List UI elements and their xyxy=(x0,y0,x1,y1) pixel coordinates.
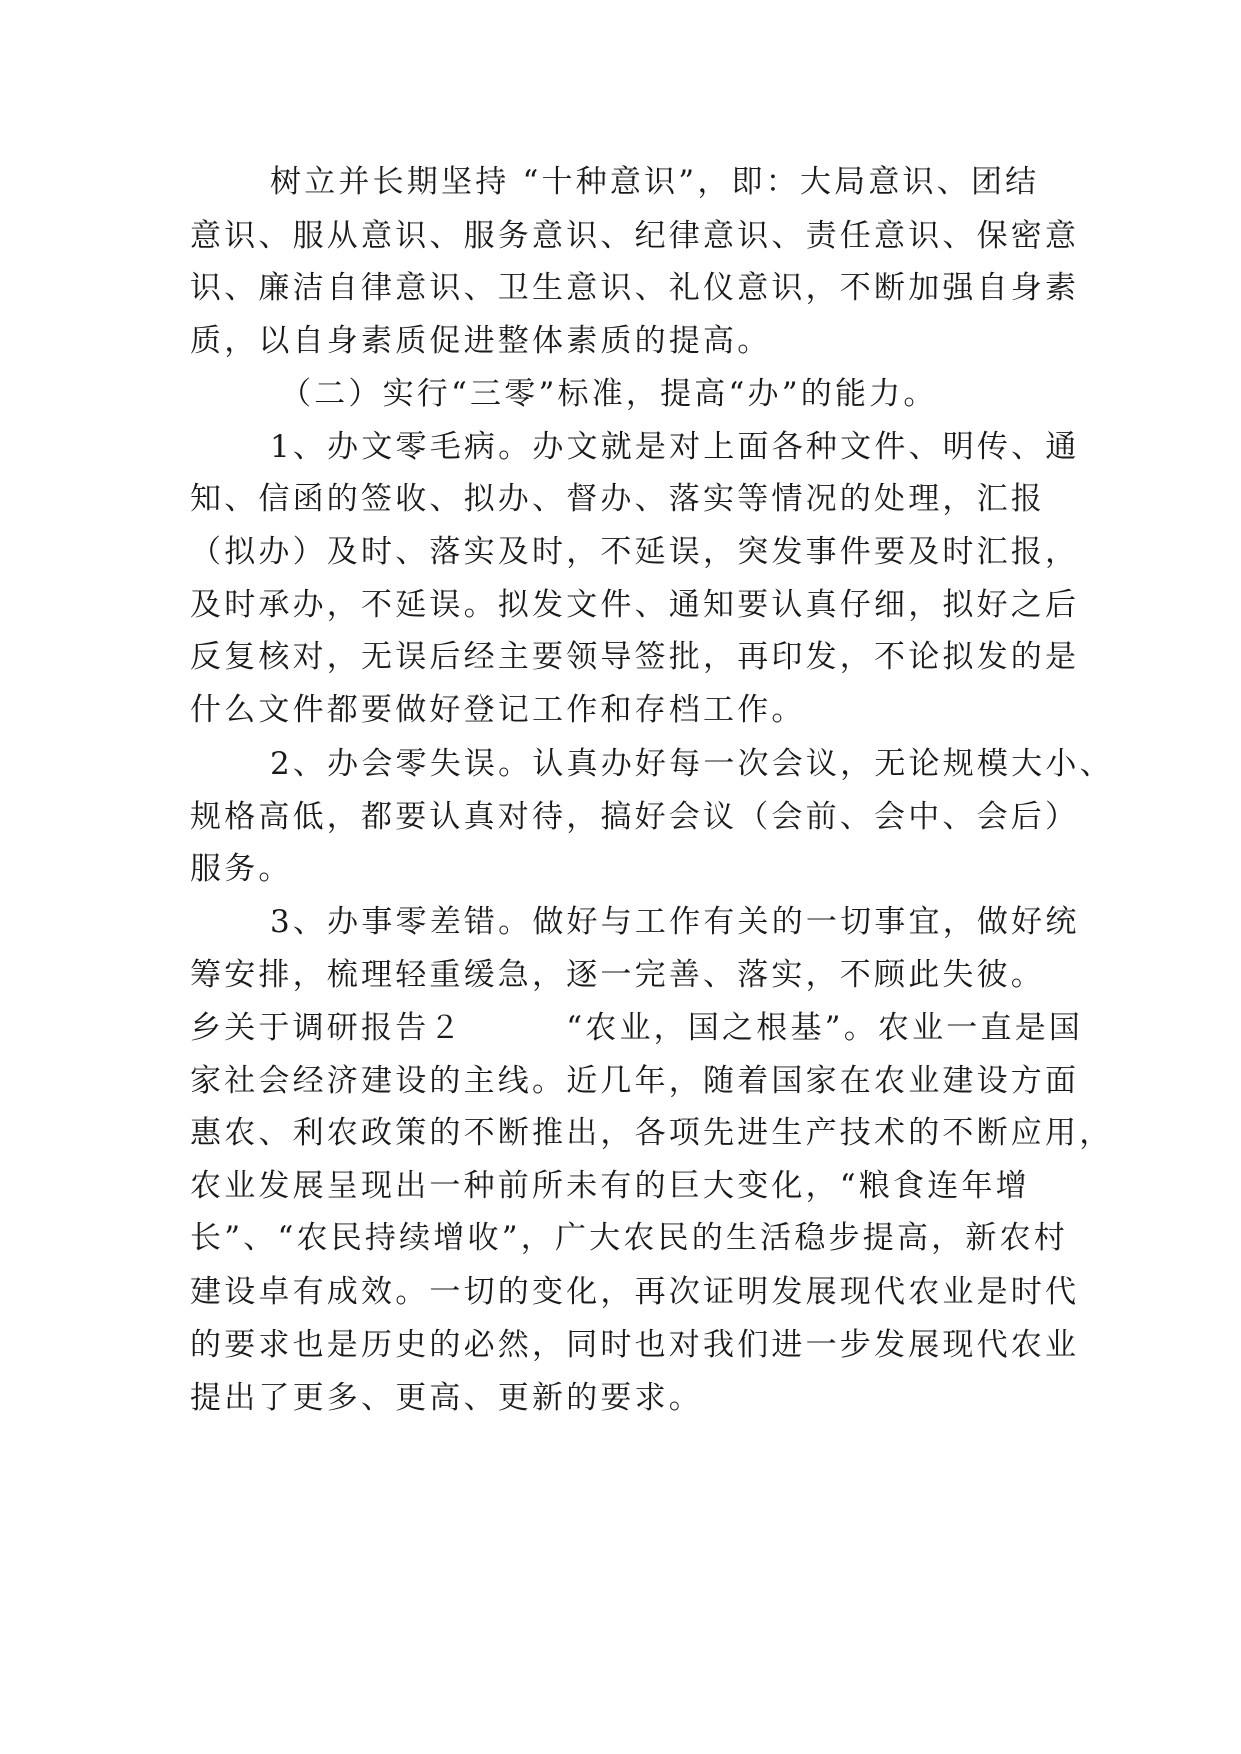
paragraph-document-handling-line-4: 及时承办，不延误。拟发文件、通知要认真仔细，拟好之后 xyxy=(190,587,1080,623)
paragraph-report-line-2: 家社会经济建设的主线。近几年，随着国家在农业建设方面 xyxy=(190,1063,1080,1099)
paragraph-ten-awareness-line-4: 质，以自身素质促进整体素质的提高。 xyxy=(190,323,772,359)
paragraph-report-line-4: 农业发展呈现出一种前所未有的巨大变化，“粮食连年增 xyxy=(190,1168,1030,1204)
paragraph-document-handling-line-5: 反复核对，无误后经主要领导签批，再印发，不论拟发的是 xyxy=(190,639,1080,675)
paragraph-report-line-6: 建设卓有成效。一切的变化，再次证明发展现代农业是时代 xyxy=(190,1274,1080,1310)
paragraph-document-handling-line-2: 知、信函的签收、拟办、督办、落实等情况的处理，汇报 xyxy=(190,481,1045,517)
paragraph-document-handling-line-1: 1、办文零毛病。办文就是对上面各种文件、明传、通 xyxy=(270,429,1080,465)
paragraph-ten-awareness-line-1: 树立并长期坚持 “十种意识”，即：大局意识、团结 xyxy=(270,164,1040,200)
paragraph-meeting-line-1: 2、办会零失误。认真办好每一次会议，无论规模大小、 xyxy=(270,746,1114,782)
paragraph-report-line-3: 惠农、利农政策的不断推出，各项先进生产技术的不断应用， xyxy=(190,1115,1114,1151)
paragraph-document-handling-line-3: （拟办）及时、落实及时，不延误，突发事件要及时汇报， xyxy=(190,534,1080,570)
paragraph-affairs-line-1: 3、办事零差错。做好与工作有关的一切事宜，做好统 xyxy=(270,904,1080,940)
paragraph-meeting-line-3: 服务。 xyxy=(190,851,293,887)
paragraph-report-line-7: 的要求也是历史的必然，同时也对我们进一步发展现代农业 xyxy=(190,1327,1080,1363)
paragraph-report-line-1: 乡关于调研报告２ “农业，国之根基”。农业一直是国 xyxy=(190,1010,1084,1046)
paragraph-ten-awareness-line-3: 识、廉洁自律意识、卫生意识、礼仪意识，不断加强自身素 xyxy=(190,270,1080,306)
paragraph-document-handling-line-6: 什么文件都要做好登记工作和存档工作。 xyxy=(190,692,806,728)
paragraph-ten-awareness-line-2: 意识、服从意识、服务意识、纪律意识、责任意识、保密意 xyxy=(190,218,1080,254)
section-heading-three-zero: （二）实行“三零”标准，提高“办”的能力。 xyxy=(280,376,938,412)
paragraph-report-line-8: 提出了更多、更高、更新的要求。 xyxy=(190,1380,703,1416)
paragraph-report-line-5: 长”、“农民持续增收”，广大农民的生活稳步提高，新农村 xyxy=(190,1220,1068,1256)
paragraph-affairs-line-2: 筹安排，梳理轻重缓急，逐一完善、落实，不顾此失彼。 xyxy=(190,957,1045,993)
paragraph-meeting-line-2: 规格高低，都要认真对待，搞好会议（会前、会中、会后） xyxy=(190,799,1080,835)
